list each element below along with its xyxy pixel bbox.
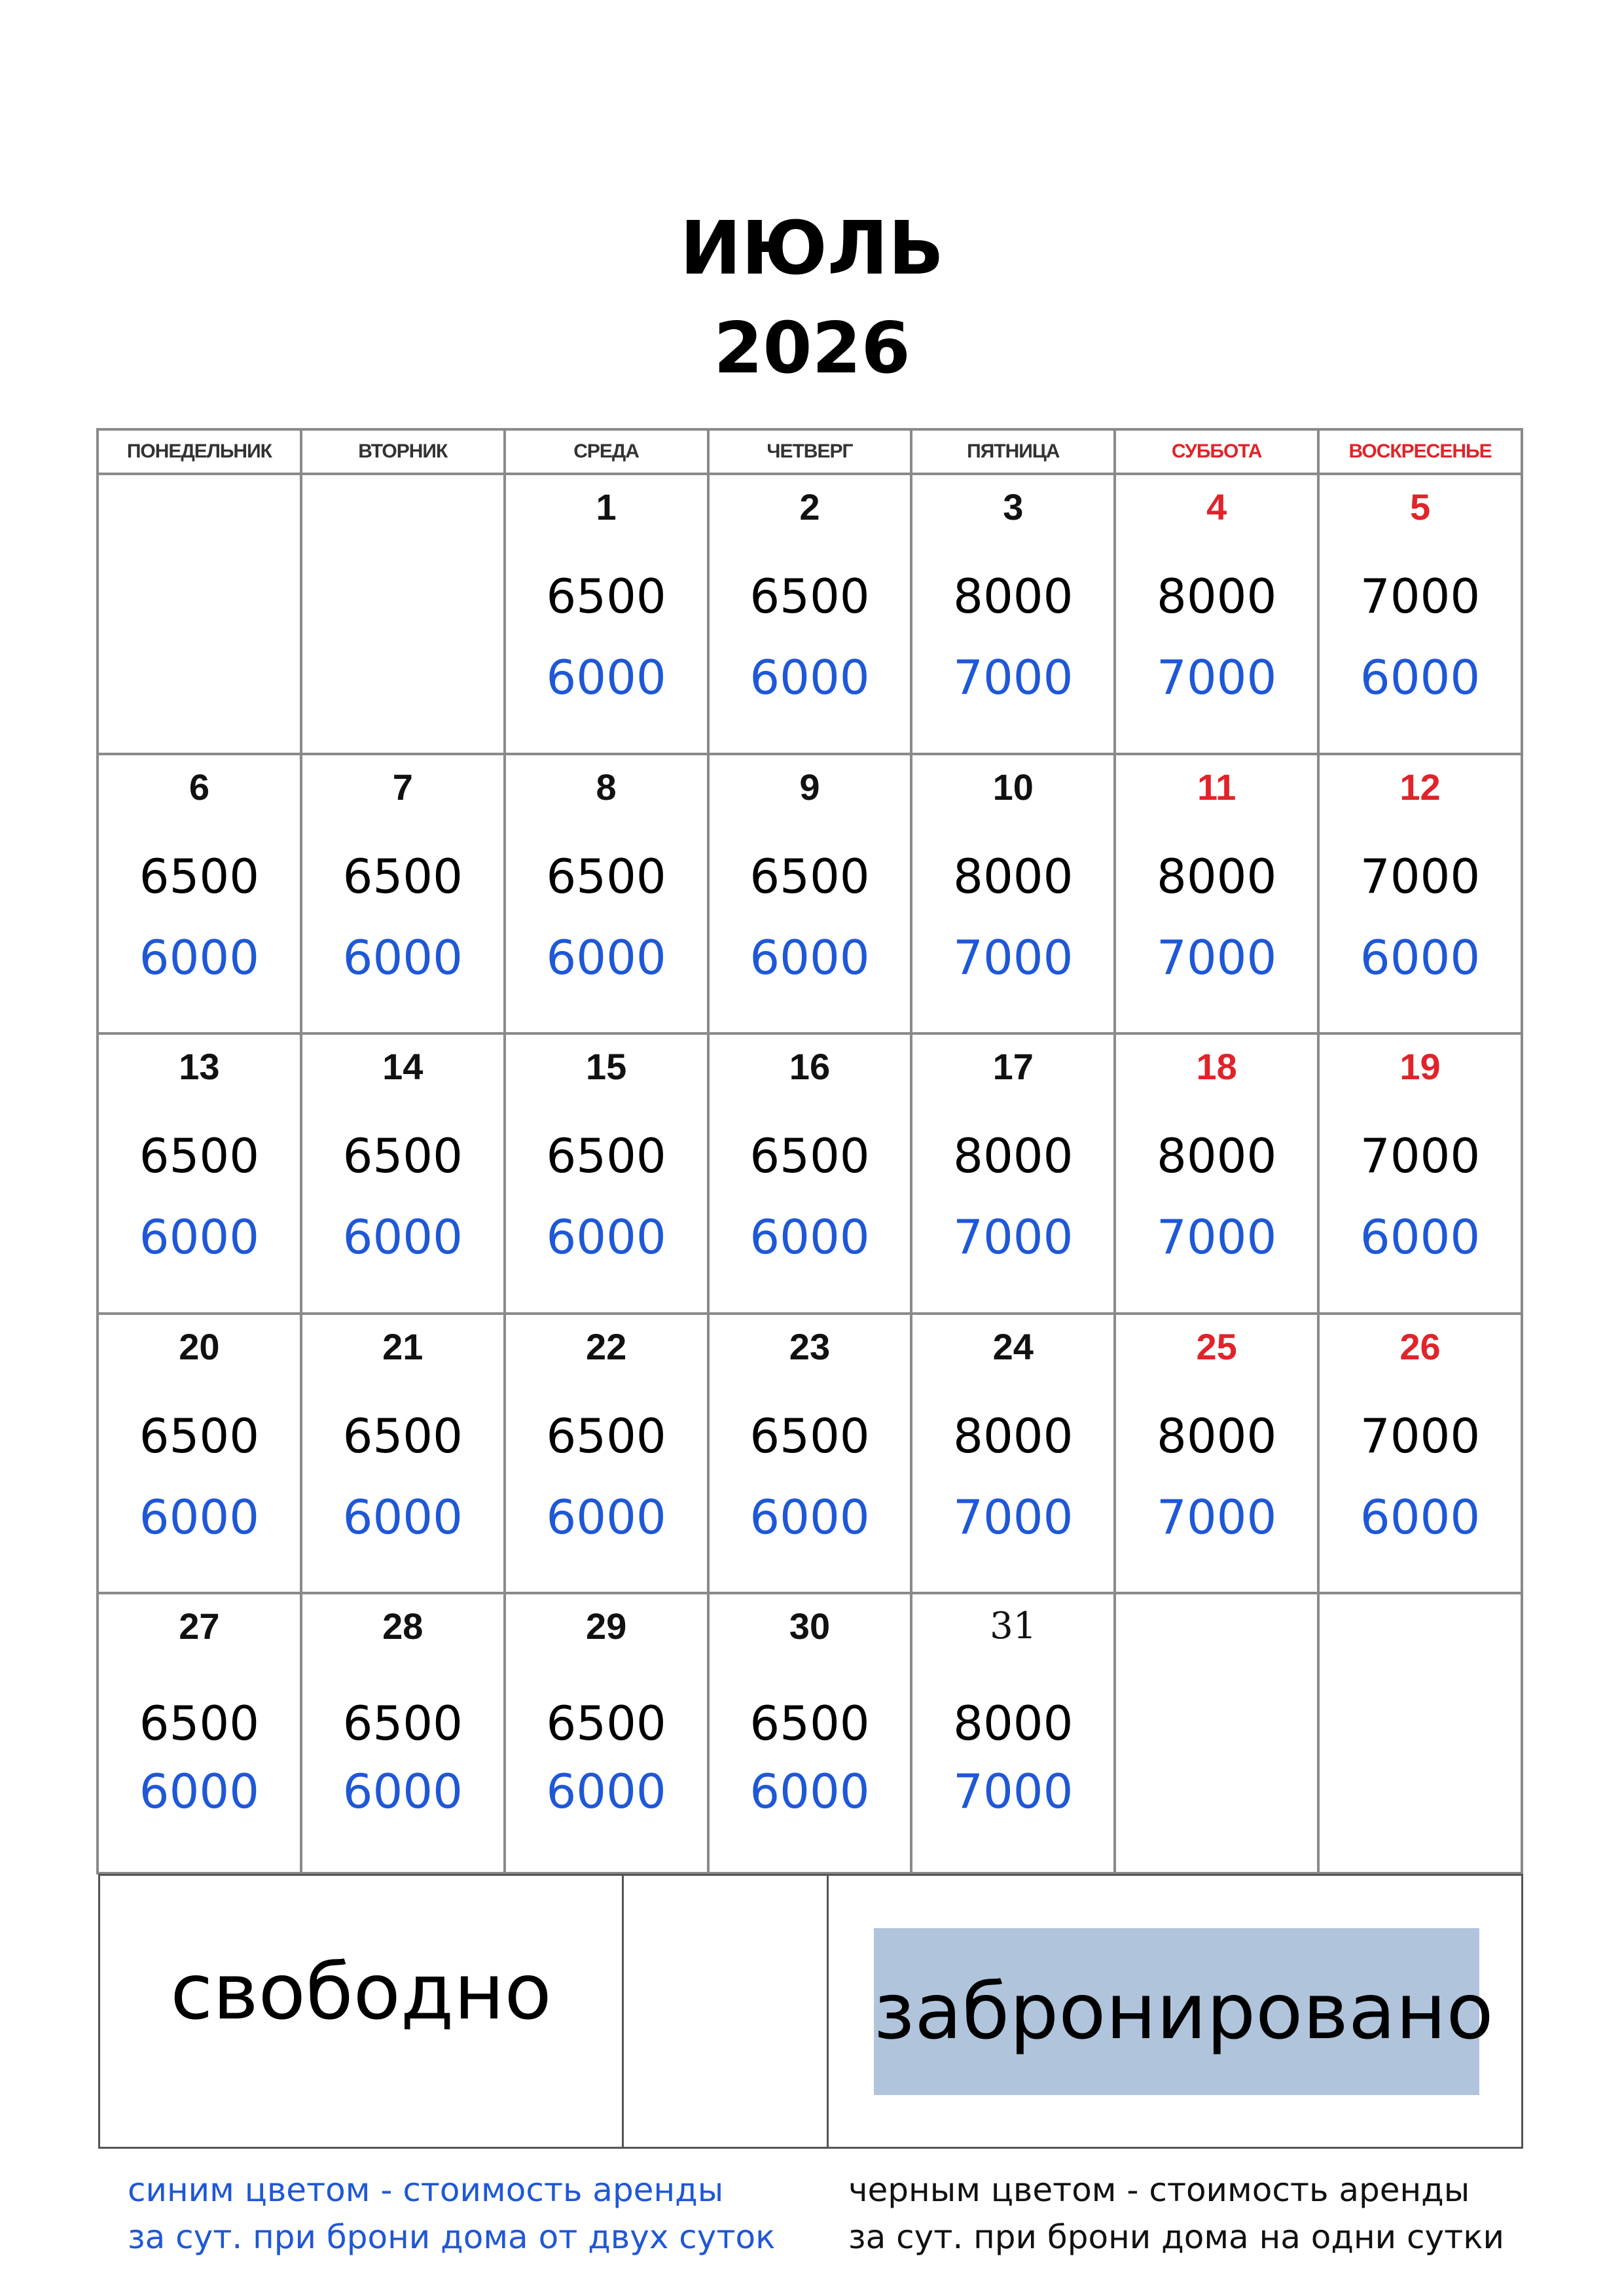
price-one-day: 6500: [546, 1696, 666, 1751]
price-two-days: 7000: [1157, 1489, 1277, 1545]
price-two-days: 6000: [546, 1210, 666, 1265]
price-one-day: 8000: [1157, 1128, 1277, 1184]
day-number: 6: [189, 766, 209, 808]
price-one-day: 6500: [749, 1408, 870, 1463]
day-number: 2: [799, 486, 820, 528]
price-two-days: 6000: [546, 1764, 666, 1820]
note-line: за сут. при брони дома от двух суток: [128, 2218, 776, 2256]
day-number: 31: [990, 1605, 1037, 1648]
day-number: 26: [1399, 1325, 1441, 1367]
day-number: 27: [179, 1605, 220, 1647]
price-one-day: 8000: [953, 1128, 1074, 1184]
day-number: 30: [789, 1605, 831, 1647]
price-two-days: 6000: [139, 929, 260, 985]
day-number: 16: [789, 1046, 831, 1088]
weekday-header: СРЕДА: [505, 429, 708, 474]
legend-free-cell: [99, 1875, 623, 2148]
legend-booked-label: забронировано: [874, 1928, 1479, 2095]
price-one-day: 6500: [139, 848, 260, 904]
price-two-days: 6000: [342, 929, 463, 985]
calendar-day-cell: [911, 1033, 1115, 1314]
price-two-days: 6000: [139, 1210, 260, 1265]
price-two-days: 7000: [953, 650, 1074, 705]
calendar-day-cell: [505, 1033, 708, 1314]
price-two-days: 6000: [1360, 1489, 1481, 1545]
price-one-day: 8000: [1157, 1408, 1277, 1463]
note-line: синим цветом - стоимость аренды: [128, 2171, 724, 2209]
day-number: 20: [179, 1325, 220, 1367]
calendar-empty-cell: [301, 474, 505, 754]
price-two-days: 7000: [1157, 1210, 1277, 1265]
calendar-day-cell: [911, 474, 1115, 754]
day-number: 13: [179, 1046, 220, 1088]
price-two-days: 7000: [953, 1489, 1074, 1545]
price-one-day: 6500: [342, 848, 463, 904]
calendar-week-row: [98, 474, 1522, 754]
calendar-day-cell: [1318, 1033, 1522, 1314]
price-two-days: 6000: [1360, 1210, 1481, 1265]
price-two-days: 6000: [1360, 650, 1481, 705]
calendar-empty-cell: [98, 474, 301, 754]
calendar-day-cell: [1115, 1314, 1318, 1594]
price-one-day: 6500: [546, 569, 666, 624]
calendar-day-cell: [708, 1593, 912, 1873]
price-two-days: 6000: [749, 1489, 870, 1545]
calendar-day-cell: [98, 1033, 301, 1314]
calendar-week-row: [98, 1033, 1522, 1314]
calendar-day-cell: [708, 1033, 912, 1314]
calendar-day-cell: [911, 1593, 1115, 1873]
price-one-day: 7000: [1360, 1128, 1481, 1184]
day-number: 8: [596, 766, 617, 808]
price-one-day: 6500: [139, 1696, 260, 1751]
price-one-day: 6500: [342, 1128, 463, 1184]
calendar-day-cell: [301, 1314, 505, 1594]
day-number: 12: [1399, 766, 1441, 808]
price-two-days: 7000: [953, 1764, 1074, 1820]
day-number: 18: [1196, 1046, 1237, 1088]
note-line: черным цветом - стоимость аренды: [848, 2171, 1470, 2209]
price-one-day: 6500: [546, 1408, 666, 1463]
day-number: 23: [789, 1325, 831, 1367]
day-number: 9: [799, 766, 820, 808]
calendar-day-cell: [505, 1314, 708, 1594]
price-two-days: 6000: [1360, 929, 1481, 985]
price-two-days: 6000: [749, 1210, 870, 1265]
price-one-day: 6500: [139, 1128, 260, 1184]
legend-free-label: свободно: [170, 1946, 552, 2037]
day-number: 7: [392, 766, 413, 808]
price-two-days: 6000: [139, 1489, 260, 1545]
calendar-week-row: [98, 1314, 1522, 1594]
price-one-day: 8000: [953, 848, 1074, 904]
calendar-day-cell: [98, 1593, 301, 1873]
calendar-day-cell: [708, 1314, 912, 1594]
day-number: 1: [596, 486, 617, 528]
price-two-days: 7000: [953, 929, 1074, 985]
legend-booked-cell: [828, 1875, 1523, 2148]
price-one-day: 6500: [749, 1696, 870, 1751]
weekday-header-weekend: СУББОТА: [1115, 429, 1318, 474]
price-two-days: 6000: [546, 650, 666, 705]
price-one-day: 6500: [342, 1408, 463, 1463]
day-number: 15: [585, 1046, 627, 1088]
day-number: 24: [992, 1325, 1034, 1367]
weekday-header-row: [98, 429, 1522, 474]
price-one-day: 6500: [749, 569, 870, 624]
price-one-day: 6500: [342, 1696, 463, 1751]
weekday-header-weekend: ВОСКРЕСЕНЬЕ: [1318, 429, 1522, 474]
calendar-day-cell: [911, 754, 1115, 1034]
day-number: 28: [382, 1605, 424, 1647]
weekday-header: ПОНЕДЕЛЬНИК: [98, 429, 301, 474]
calendar-empty-cell: [1318, 1593, 1522, 1873]
price-two-days: 7000: [953, 1210, 1074, 1265]
day-number: 22: [585, 1325, 627, 1367]
price-two-days: 6000: [546, 1489, 666, 1545]
price-two-days: 6000: [342, 1210, 463, 1265]
calendar-day-cell: [98, 754, 301, 1034]
weekday-header: ВТОРНИК: [301, 429, 505, 474]
day-number: 5: [1409, 486, 1431, 528]
price-one-day: 8000: [953, 569, 1074, 624]
price-one-day: 8000: [1157, 848, 1277, 904]
day-number: 10: [992, 766, 1034, 808]
price-one-day: 6500: [546, 1128, 666, 1184]
day-number: 3: [1003, 486, 1024, 528]
calendar-day-cell: [1318, 474, 1522, 754]
price-one-day: 7000: [1360, 569, 1481, 624]
year-title: 2026: [713, 308, 911, 389]
price-one-day: 7000: [1360, 1408, 1481, 1463]
calendar-day-cell: [911, 1314, 1115, 1594]
day-number: 4: [1206, 486, 1227, 528]
day-number: 19: [1399, 1046, 1441, 1088]
price-two-days: 6000: [749, 650, 870, 705]
price-one-day: 8000: [1157, 569, 1277, 624]
price-one-day: 6500: [749, 1128, 870, 1184]
price-two-days: 6000: [342, 1489, 463, 1545]
price-one-day: 8000: [953, 1408, 1074, 1463]
weekday-header: ПЯТНИЦА: [911, 429, 1115, 474]
calendar-day-cell: [301, 1593, 505, 1873]
calendar-day-cell: [1115, 1033, 1318, 1314]
calendar-week-row: [98, 1593, 1522, 1873]
day-number: 17: [992, 1046, 1034, 1088]
calendar-grid: [96, 428, 1523, 1874]
month-title: ИЮЛЬ: [679, 206, 945, 291]
price-two-days: 7000: [1157, 929, 1277, 985]
calendar-empty-cell: [1115, 1593, 1318, 1873]
price-one-day: 6500: [546, 848, 666, 904]
price-two-days: 6000: [749, 1764, 870, 1820]
day-number: 25: [1196, 1325, 1237, 1367]
legend-spacer-cell: [623, 1875, 828, 2148]
legend-table: [98, 1874, 1523, 2149]
calendar-body: [98, 474, 1522, 1873]
calendar-day-cell: [1115, 754, 1318, 1034]
price-one-day: 8000: [953, 1696, 1074, 1751]
price-one-day: 7000: [1360, 848, 1481, 904]
price-one-day: 6500: [139, 1408, 260, 1463]
price-two-days: 6000: [546, 929, 666, 985]
calendar-week-row: [98, 754, 1522, 1034]
day-number: 11: [1197, 766, 1236, 808]
weekday-header: ЧЕТВЕРГ: [708, 429, 912, 474]
note-blue-price: [128, 2166, 775, 2261]
note-line: за сут. при брони дома на одни сутки: [848, 2218, 1504, 2256]
price-two-days: 6000: [342, 1764, 463, 1820]
note-black-price: [848, 2166, 1504, 2261]
calendar-day-cell: [301, 754, 505, 1034]
calendar-day-cell: [708, 474, 912, 754]
price-two-days: 7000: [1157, 650, 1277, 705]
calendar-day-cell: [301, 1033, 505, 1314]
calendar-day-cell: [505, 474, 708, 754]
calendar-day-cell: [98, 1314, 301, 1594]
calendar-day-cell: [1318, 754, 1522, 1034]
price-one-day: 6500: [749, 848, 870, 904]
day-number: 21: [382, 1325, 424, 1367]
day-number: 14: [382, 1046, 424, 1088]
price-two-days: 6000: [749, 929, 870, 985]
price-two-days: 6000: [139, 1764, 260, 1820]
calendar-day-cell: [1318, 1314, 1522, 1594]
calendar-day-cell: [708, 754, 912, 1034]
calendar-day-cell: [1115, 474, 1318, 754]
calendar-day-cell: [505, 754, 708, 1034]
day-number: 29: [585, 1605, 627, 1647]
calendar-day-cell: [505, 1593, 708, 1873]
